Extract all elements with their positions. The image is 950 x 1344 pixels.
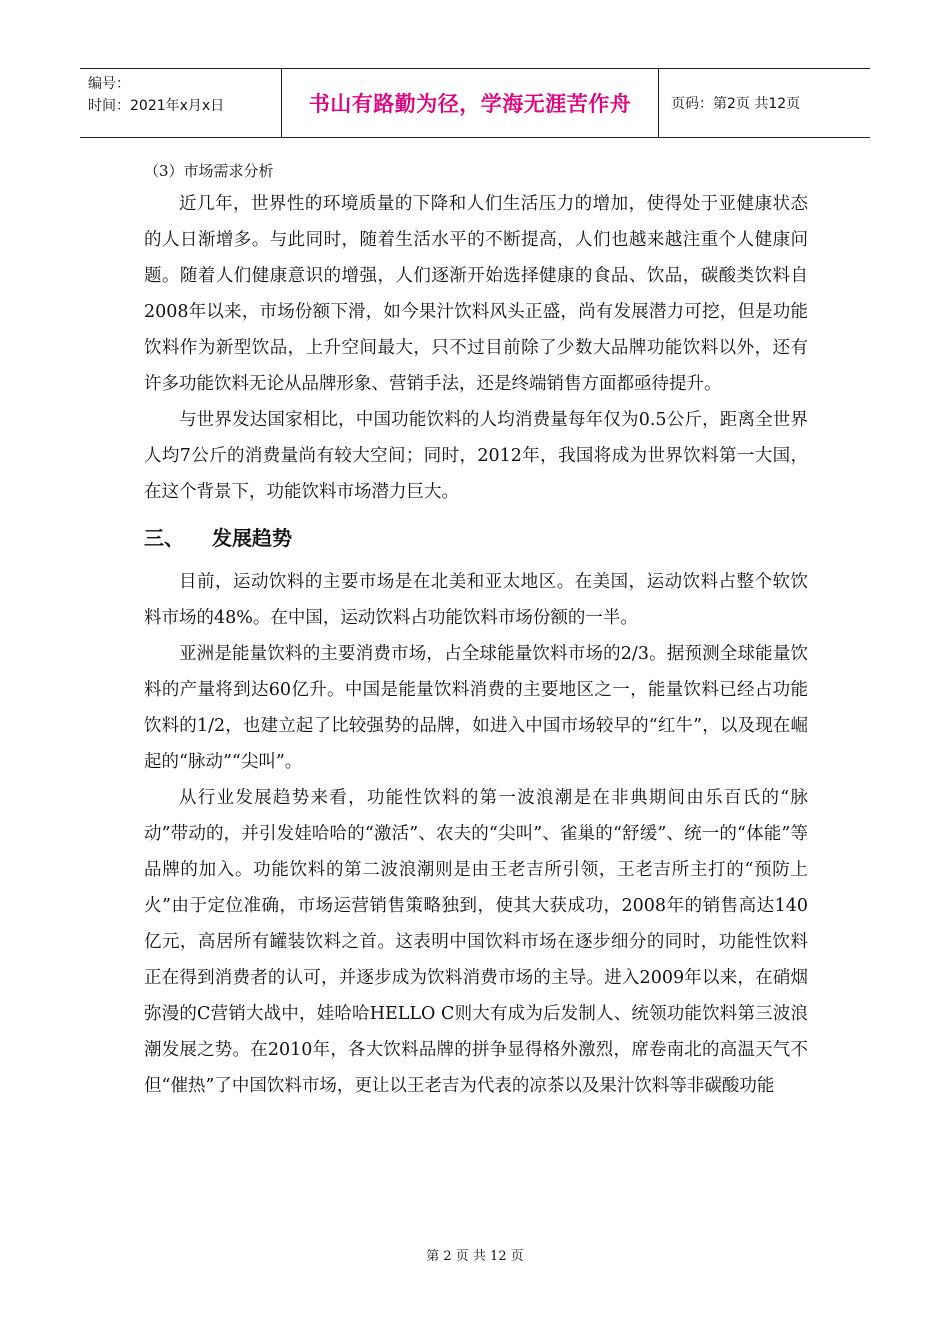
paragraph-4: 亚洲是能量饮料的主要消费市场，占全球能量饮料市场的2/3。据预测全球能量饮料的产量将到达60亿升。中国是能量饮料消费的主要地区之一，能量饮料已经占功能饮料的1/2，也建立起了比较强势的品牌，如进入中国市场较早的“红牛”，以及现在崛起的“脉动”“尖叫”。 xyxy=(144,644,808,772)
section-number: 三、 xyxy=(144,526,184,550)
section-title: 发展趋势 xyxy=(212,526,292,550)
page-footer: 第 2 页 共 12 页 xyxy=(426,1249,524,1264)
paragraph-2: 与世界发达国家相比，中国功能饮料的人均消费量每年仅为0.5公斤，距离全世界人均7公斤的消费量尚有较大空间；同时，2012年，我国将成为世界饮料第一大国，在这个背景下，功能饮料市场潜力巨大。 xyxy=(144,410,808,502)
header-motto: 书山有路勤为径，学海无涯苦作舟 xyxy=(282,69,659,137)
time-label: 时间：2021年x月x日 xyxy=(88,98,225,114)
subheading: （3）市场需求分析 xyxy=(144,162,274,180)
paragraph-1: 近几年，世界性的环境质量的下降和人们生活压力的增加，使得处于亚健康状态的人日渐增多。与此同时，随着生活水平的不断提高，人们也越来越注重个人健康问题。随着人们健康意识的增强，人们逐渐开始选择健康的食品、饮品，碳酸类饮料自2008年以来，市场份额下滑，如今果汁饮料风头正盛，尚有发展潜力可挖，但是功能饮料作为新型饮品，上升空间最大，只不过目前除了少数大品牌功能饮料以外，还有许多功能饮料无论从品牌形象、营销手法，还是终端销售方面都亟待提升。 xyxy=(144,194,808,394)
number-label: 编号： xyxy=(88,76,130,92)
page-header xyxy=(80,68,870,138)
header-meta xyxy=(80,69,282,137)
header-page-info: 页码：第2页 共12页 xyxy=(671,96,801,112)
document-body xyxy=(144,156,808,1104)
paragraph-5: 从行业发展趋势来看，功能性饮料的第一波浪潮是在非典期间由乐百氏的“脉动”带动的，并引发娃哈哈的“激活”、农夫的“尖叫”、雀巢的“舒缓”、统一的“体能”等品牌的加入。功能饮料的第二波浪潮则是由王老吉所引领，王老吉所主打的“预防上火”由于定位准确，市场运营销售策略独到，使其大获成功，2008年的销售高达140亿元，高居所有罐装饮料之首。这表明中国饮料市场在逐步细分的同时，功能性饮料正在得到消费者的认可，并逐步成为饮料消费市场的主导。进入2009年以来，在硝烟弥漫的C营销大战中，娃哈哈HELLO C则大有成为后发制人、统领功能饮料第三波浪潮发展之势。在2010年，各大饮料品牌的拼争显得格外激烈，席卷南北的高温天气不但“催热”了中国饮料市场，更让以王老吉为代表的凉茶以及果汁饮料等非碳酸功能 xyxy=(144,788,808,1096)
paragraph-3: 目前，运动饮料的主要市场是在北美和亚太地区。在美国，运动饮料占整个软饮料市场的48%。在中国，运动饮料占功能饮料市场份额的一半。 xyxy=(144,572,808,628)
section-heading xyxy=(144,518,808,558)
